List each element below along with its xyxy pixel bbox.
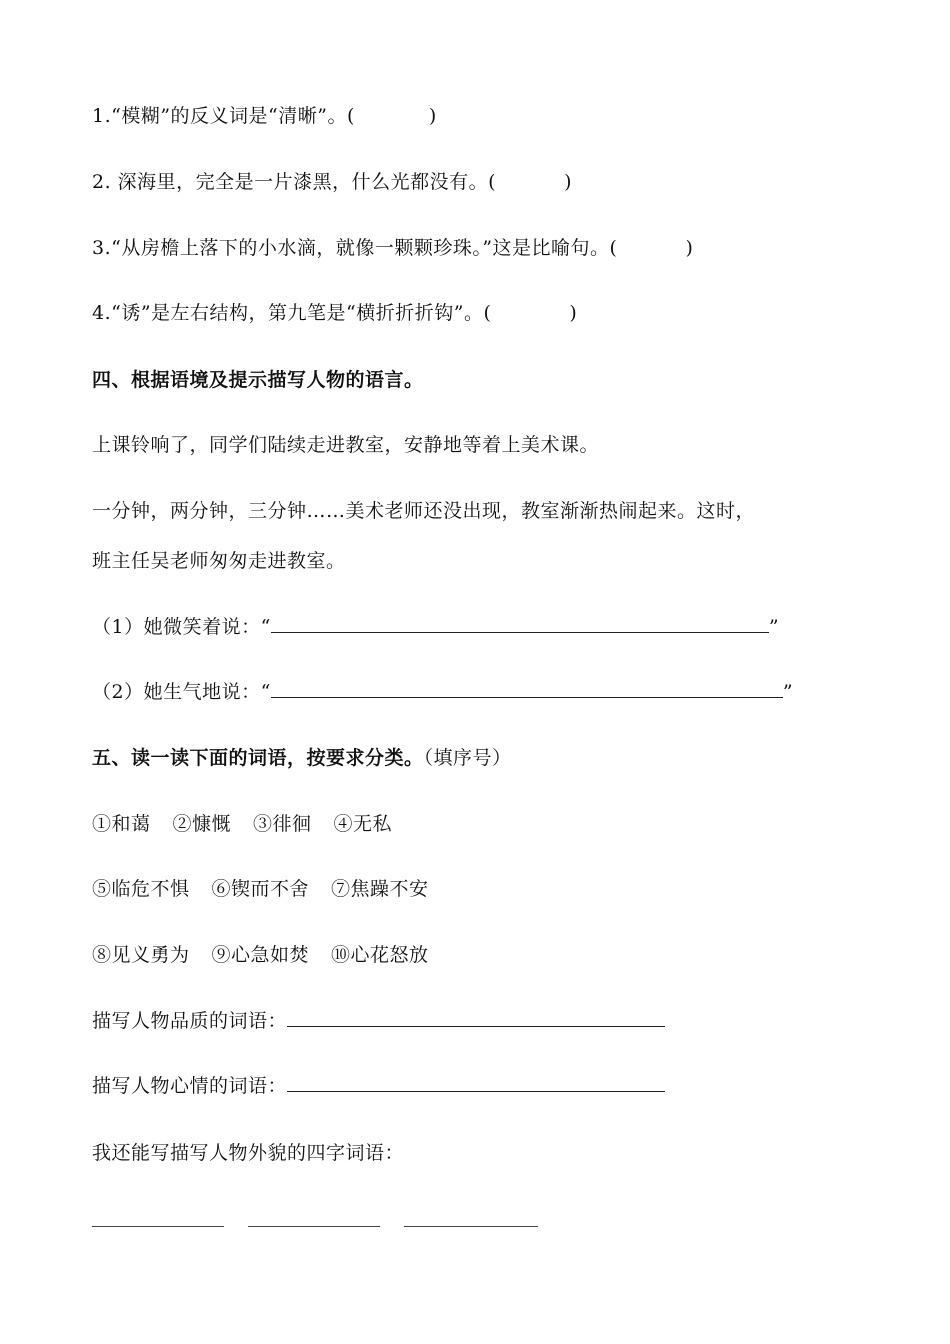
section-4-paragraph-2-line-1: 一分钟，两分钟，三分钟……美术老师还没出现，教室渐渐热闹起来。这时， [92,500,756,522]
judge-item-3 [92,235,693,261]
section-4-question-2 [92,679,793,705]
word-item: ③徘徊 [253,813,312,835]
section-4-paragraph-1: 上课铃响了，同学们陆续走进教室，安静地等着上美术课。 [92,434,600,456]
quality-words-label: 描写人物品质的词语： [92,1010,288,1032]
mood-words-row [92,1073,665,1099]
question-2-answer-line[interactable] [271,679,783,698]
judge-item-2-close-paren: ) [564,171,573,193]
appearance-answer-line-1[interactable] [92,1226,224,1227]
word-row-2 [92,876,429,902]
word-item: ⑧见义勇为 [92,944,190,966]
section-5-heading-text: 五、读一读下面的词语，按要求分类。 [92,747,424,769]
section-4-heading: 四、根据语境及提示描写人物的语言。 [92,369,424,391]
question-1-answer-line[interactable] [271,614,769,633]
word-item: ①和蔼 [92,813,151,835]
word-item: ⑥锲而不舍 [211,878,310,900]
mood-words-answer-line[interactable] [287,1073,665,1092]
question-1-suffix: ” [768,616,780,638]
appearance-answer-line-2[interactable] [248,1226,380,1227]
section-5-heading [92,745,512,771]
appearance-words-label: 我还能写描写人物外貌的四字词语： [92,1142,405,1164]
quality-words-answer-line[interactable] [287,1008,665,1027]
section-5-heading-note: （填序号） [423,747,512,769]
appearance-answer-line-3[interactable] [404,1226,538,1227]
word-item: ⑨心急如焚 [211,944,310,966]
question-2-prefix: （2）她生气地说：“ [92,681,271,703]
judge-item-2 [92,169,572,195]
word-item: ⑩心花怒放 [331,944,429,966]
mood-words-label: 描写人物心情的词语： [92,1075,288,1097]
word-row-1 [92,811,392,837]
word-item: ②慷慨 [172,813,232,835]
section-4-paragraph-2-line-2: 班主任吴老师匆匆走进教室。 [92,550,346,572]
word-item: ④无私 [333,813,393,835]
judge-item-4 [92,300,577,326]
judge-item-3-text: 3.“从房檐上落下的小水滴，就像一颗颗珍珠。”这是比喻句。( [92,237,618,259]
word-item: ⑤临危不惧 [92,878,190,900]
word-item: ⑦焦躁不安 [331,878,429,900]
quality-words-row [92,1008,665,1034]
judge-item-2-text: 2. 深海里，完全是一片漆黑，什么光都没有。( [92,171,497,193]
judge-item-1-text: 1.“模糊”的反义词是“清晰”。( [92,105,355,127]
question-2-suffix: ” [782,681,794,703]
section-4-question-1 [92,614,779,640]
judge-item-4-close-paren: ) [569,302,578,324]
judge-item-1 [92,103,437,129]
word-row-3 [92,942,429,968]
judge-item-3-close-paren: ) [685,237,694,259]
judge-item-4-text: 4.“诱”是左右结构，第九笔是“横折折折钩”。( [92,302,492,324]
question-1-prefix: （1）她微笑着说：“ [92,616,271,638]
judge-item-1-close-paren: ) [428,105,437,127]
